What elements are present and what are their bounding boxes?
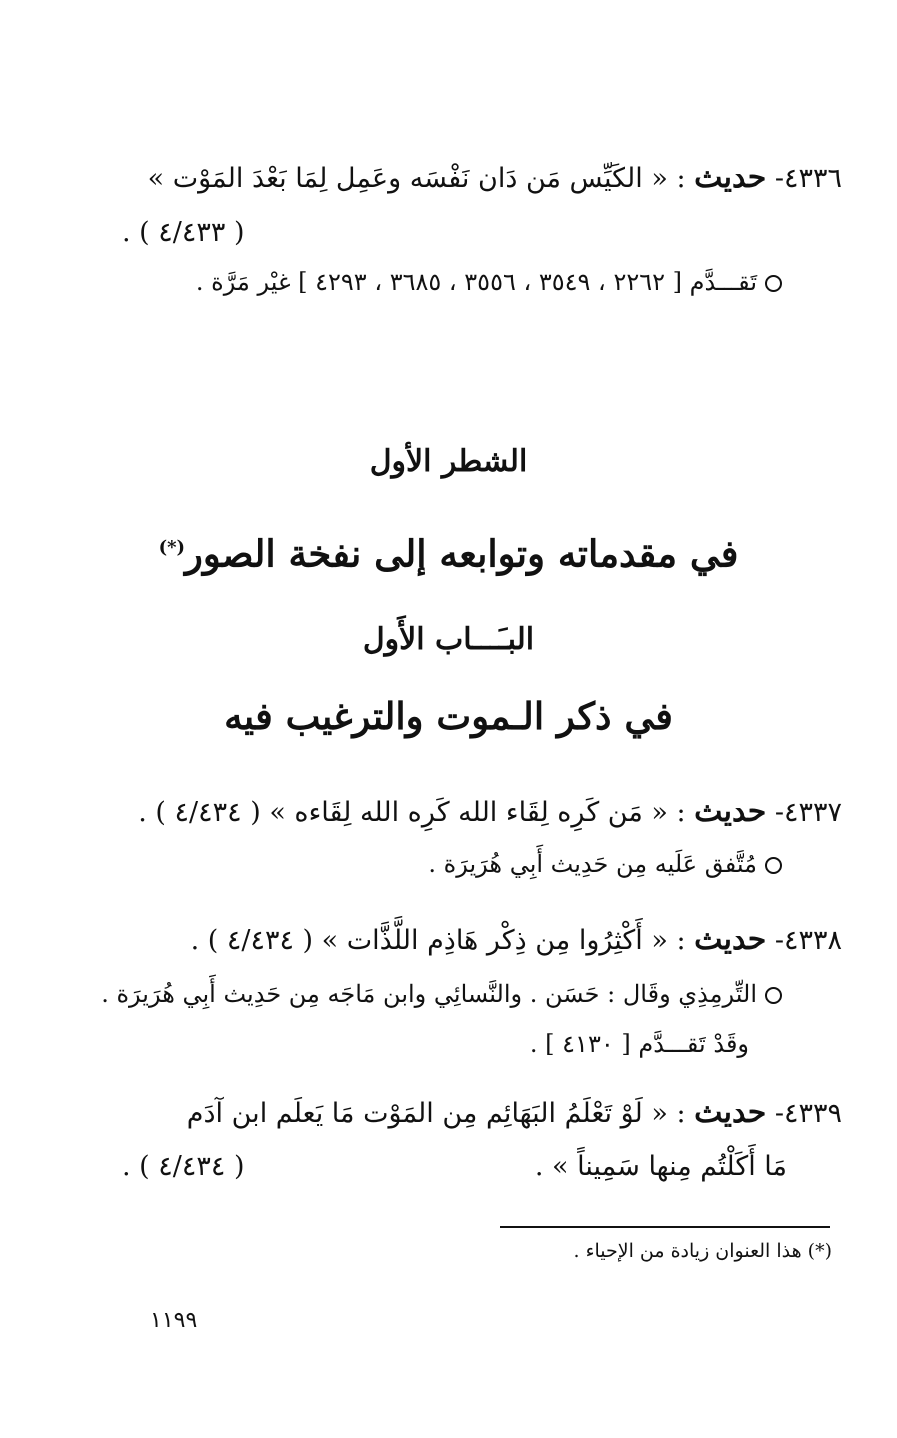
footnote-mark: (*) [158, 537, 186, 558]
chapter-title: في ذكر الـموت والترغيب فيه [224, 694, 673, 738]
hadith-text: : « الكَيِّس مَن دَان نَفْسَه وعَمِل لِمَا بَعْدَ المَوْت » [147, 163, 686, 194]
hadith-4337-note: مُتَّفق عَلَيه مِن حَدِيث أَبِي هُرَيرَة . [428, 846, 782, 882]
circle-bullet-icon [765, 857, 782, 874]
hadith-4336-line1 [148, 158, 842, 199]
hadith-4339-line2: مَا أَكَلْتُم مِنها سَمِيناً » . [534, 1151, 787, 1182]
hadith-4338-line1 [191, 920, 842, 961]
hadith-4337-line1 [138, 792, 842, 833]
hadith-label: حديث [694, 1095, 767, 1130]
hadith-4336-note: تَقـــدَّم [ ٢٢٦٢ ، ٣٥٤٩ ، ٣٥٥٦ ، ٣٦٨٥ ، ٤٢٩٣ ] غيْر مَرَّة . [196, 264, 782, 300]
hadith-label: حديث [694, 794, 767, 829]
hadith-text: : « لَوْ تَعْلَمُ البَهَائِم مِن المَوْت مَا يَعلَم ابن آدَم [186, 1098, 686, 1129]
hadith-4336-reference: . ( ٤/٤٣٣ ) [122, 217, 245, 248]
hadith-label: حديث [694, 160, 767, 195]
hadith-number: ٤٣٣٧- [774, 797, 842, 828]
part-heading: الشطر الأول [369, 444, 528, 479]
page-number: ١١٩٩ [150, 1308, 198, 1333]
hadith-number: ٤٣٣٩- [774, 1098, 842, 1129]
hadith-text: : « مَن كَرِه لِقَاء الله كَرِه الله لِقَاءه » ( ٤/٤٣٤ ) . [138, 797, 686, 828]
part-title: في مقدماته وتوابعه إلى نفخة الصور(*) [158, 531, 739, 576]
hadith-4338-note-2: وقَدْ تَقـــدَّم [ ٤١٣٠ ] . [529, 1030, 749, 1058]
footnote: (*) هذا العنوان زيادة من الإحياء . [573, 1240, 832, 1262]
chapter-heading: البـَـــاب الأَول [362, 622, 535, 657]
hadith-4339-reference: . ( ٤/٤٣٤ ) [122, 1151, 245, 1182]
hadith-text: : « أَكْثِرُوا مِن ذِكْر هَاذِم اللَّذَّات » ( ٤/٤٣٤ ) . [190, 925, 686, 956]
hadith-4339-line1 [187, 1093, 842, 1134]
footnote-separator [500, 1226, 830, 1228]
hadith-4338-note: التِّرمِذِي وقَال : حَسَن . والنَّسائِي وابن مَاجَه مِن حَدِيث أَبِي هُرَيرَة . [101, 976, 782, 1012]
hadith-number: ٤٣٣٨- [774, 925, 842, 956]
hadith-number: ٤٣٣٦- [774, 163, 842, 194]
hadith-label: حديث [694, 922, 767, 957]
circle-bullet-icon [765, 987, 782, 1004]
circle-bullet-icon [765, 275, 782, 292]
